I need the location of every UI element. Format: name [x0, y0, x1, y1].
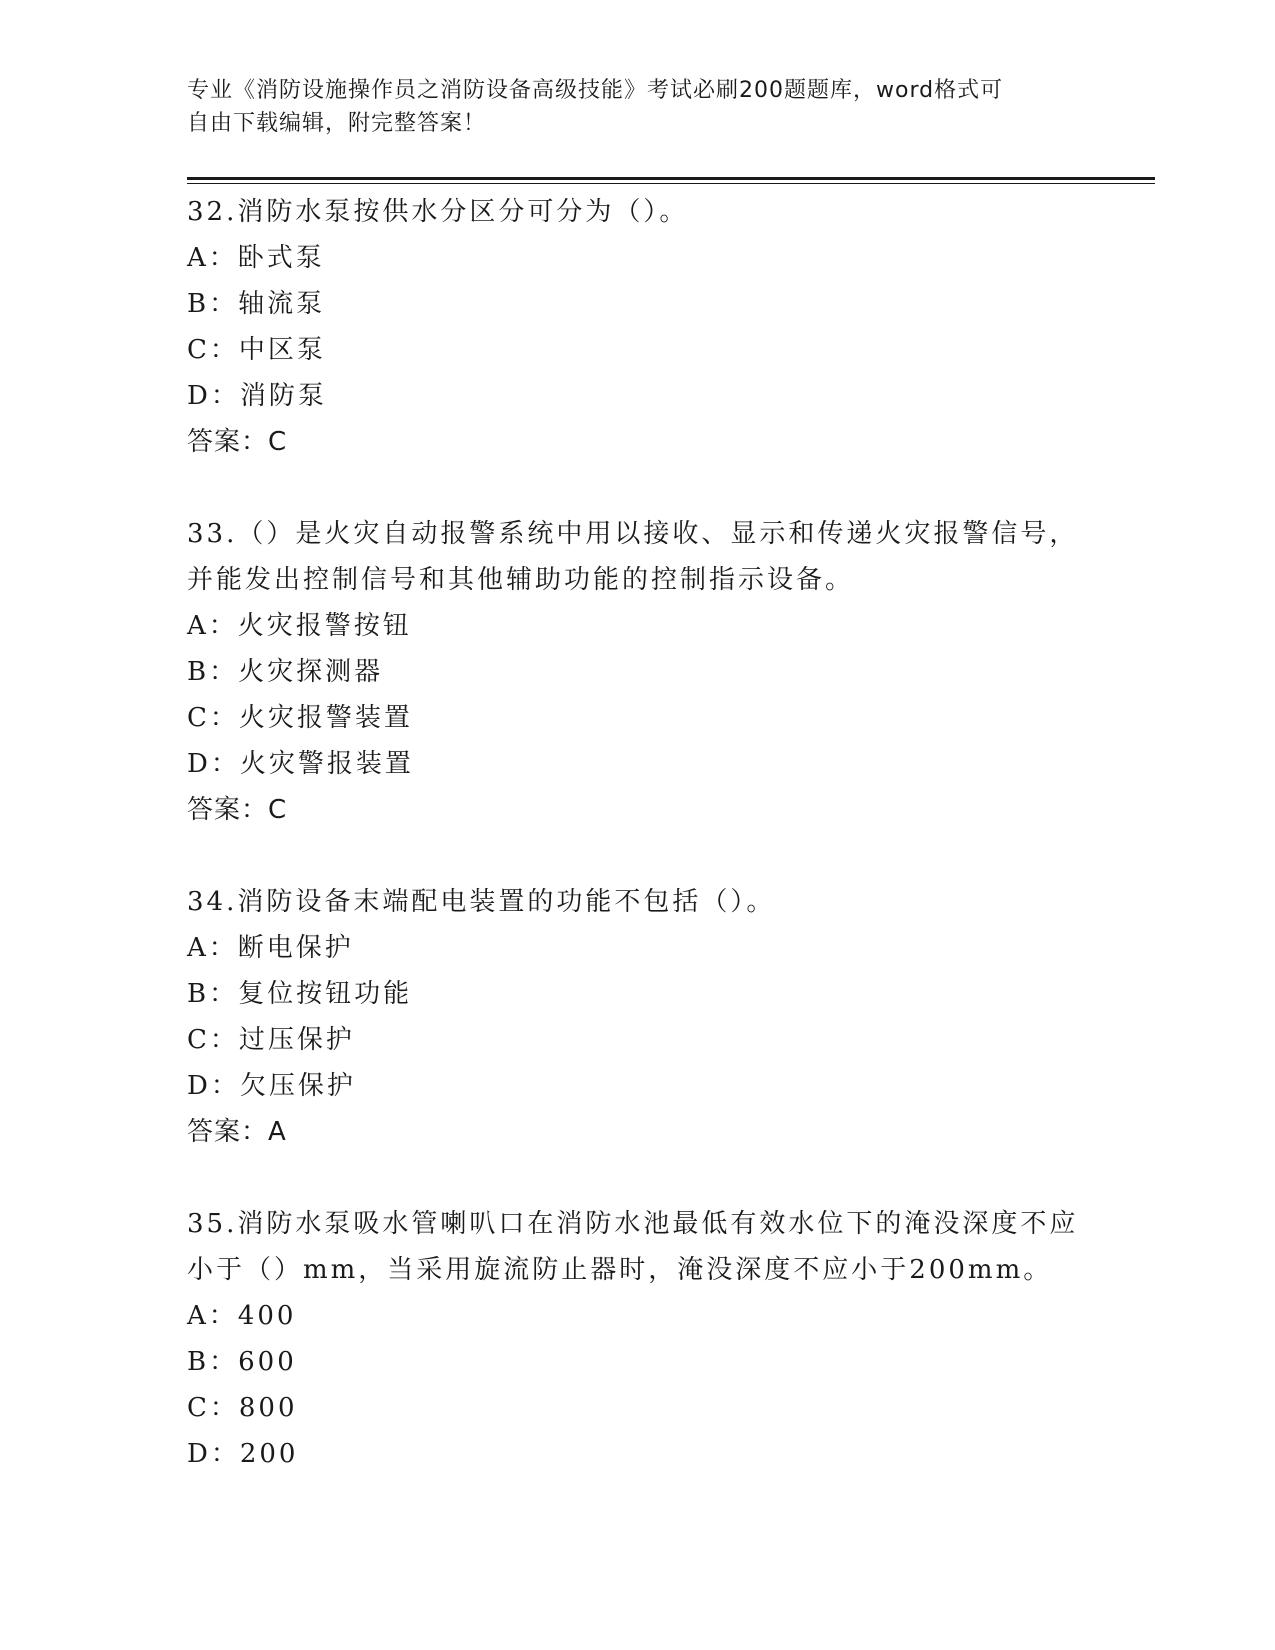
option-b: B：复位按钮功能: [187, 979, 413, 1009]
question-stem: 35.消防水泵吸水管喇叭口在消防水池最低有效水位下的淹没深度不应: [187, 1209, 1079, 1239]
question-stem-continued: 小于（）mm，当采用旋流防止器时，淹没深度不应小于200mm。: [187, 1255, 1053, 1285]
option-d: D：火灾警报装置: [187, 749, 414, 779]
header-divider-thick: [187, 177, 1155, 180]
header-line-1: 专业《消防设施操作员之消防设备高级技能》考试必刷200题题库，word格式可: [187, 78, 1004, 103]
question-spacer: [187, 465, 1087, 511]
option-c: C：过压保护: [187, 1025, 355, 1055]
question-34: [187, 879, 1087, 1155]
question-stem: 34.消防设备末端配电装置的功能不包括（）。: [187, 887, 776, 917]
question-32: [187, 189, 1087, 465]
question-stem: 32.消防水泵按供水分区分可分为（）。: [187, 197, 689, 227]
question-stem: 33.（）是火灾自动报警系统中用以接收、显示和传递火灾报警信号，: [187, 519, 1079, 549]
option-a: A：400: [187, 1301, 297, 1331]
question-spacer: [187, 1155, 1087, 1201]
question-spacer: [187, 833, 1087, 879]
option-a: A：卧式泵: [187, 243, 325, 273]
answer: 答案：C: [187, 795, 288, 825]
option-d: D：200: [187, 1439, 299, 1469]
option-d: D：消防泵: [187, 381, 327, 411]
option-c: C：中区泵: [187, 335, 326, 365]
header-divider-thin: [187, 183, 1155, 184]
option-b: B：600: [187, 1347, 297, 1377]
answer: 答案：C: [187, 427, 288, 457]
answer: 答案：A: [187, 1117, 287, 1147]
question-33: [187, 511, 1087, 833]
option-d: D：欠压保护: [187, 1071, 356, 1101]
question-35: [187, 1201, 1087, 1477]
option-b: B：火灾探测器: [187, 657, 384, 687]
option-a: A：火灾报警按钮: [187, 611, 412, 641]
option-c: C：800: [187, 1393, 298, 1423]
document-header: [187, 74, 1077, 140]
question-stem-continued: 并能发出控制信号和其他辅助功能的控制指示设备。: [187, 565, 855, 595]
header-line-2: 自由下载编辑，附完整答案！: [187, 111, 487, 136]
question-list: [187, 189, 1087, 1477]
option-b: B：轴流泵: [187, 289, 326, 319]
option-c: C：火灾报警装置: [187, 703, 413, 733]
option-a: A：断电保护: [187, 933, 354, 963]
